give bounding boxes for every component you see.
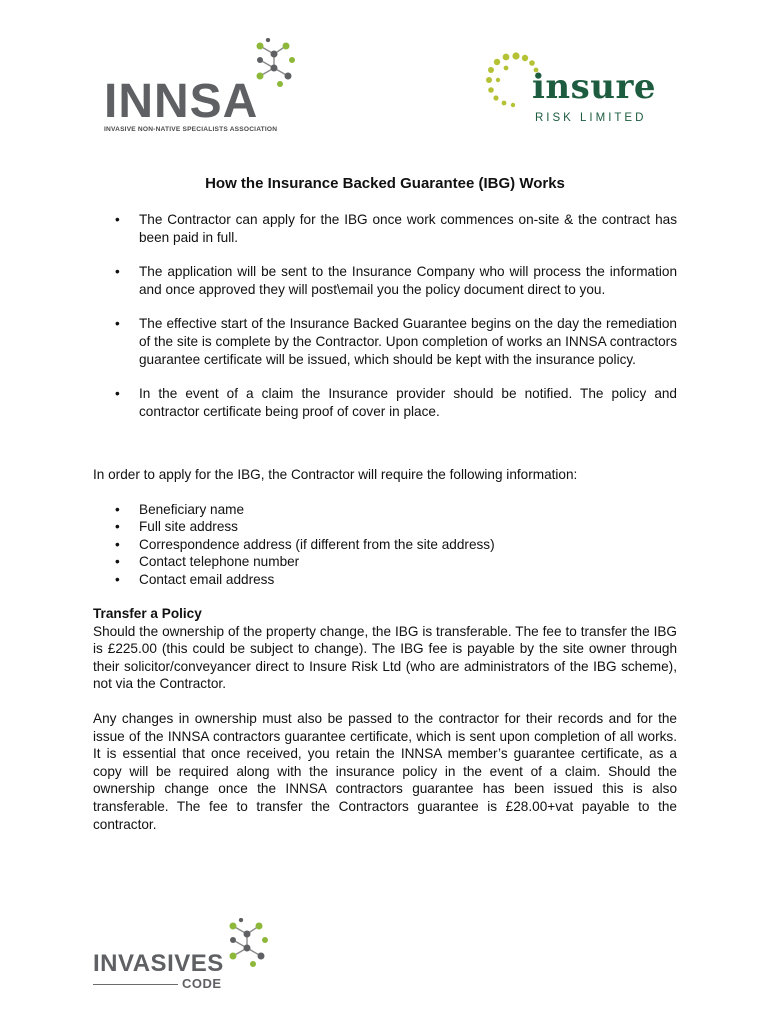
invasives-molecule-icon xyxy=(223,918,273,968)
invasives-code-logo xyxy=(93,918,283,998)
requirements-list xyxy=(93,501,677,589)
insure-logo-subtitle: RISK LIMITED xyxy=(535,112,647,124)
requirements-section xyxy=(93,466,677,589)
ibg-steps-list xyxy=(93,211,677,420)
list-item: • Beneficiary name xyxy=(93,501,677,519)
transfer-paragraph-1: Should the ownership of the property change, the IBG is transferable. The fee to transfer the IBG is £225.00 (this could be subject to change). The IBG fee is payable by the site owner through their solicitor/conveyancer direct to Insure Risk Ltd (who are administrators of the IBG scheme), not via the Contractor. xyxy=(93,623,677,692)
list-item: • The effective start of the Insurance Backed Guarantee begins on the day the remediation of the site is complete by the Contractor. Upon completion of works an INNSA contractors guarantee certificate will be issued, which should be kept with the insurance policy. xyxy=(93,315,677,368)
insure-risk-logo xyxy=(486,50,686,130)
invasives-logo-divider xyxy=(93,984,178,985)
list-item: • In the event of a claim the Insurance provider should be notified. The policy and contractor certificate being proof of cover in place. xyxy=(93,385,677,420)
list-item: • Full site address xyxy=(93,518,677,536)
insure-logo-name: insure xyxy=(532,67,657,107)
innsa-logo-name: INNSA xyxy=(104,75,259,128)
requirements-intro: In order to apply for the IBG, the Contractor will require the following information: xyxy=(93,467,578,482)
transfer-heading: Transfer a Policy xyxy=(93,606,202,621)
page-title: How the Insurance Backed Guarantee (IBG) Works xyxy=(205,175,565,192)
transfer-paragraph-2: Any changes in ownership must also be passed to the contractor for their records and for the issue of the INNSA contractors guarantee certificate, which is sent upon completion of all works. It is essential that once received, you retain the INNSA member’s guarantee certificate, as a copy will be required along with the insurance policy in the event of a claim. Should the ownership change once the INNSA contractors guarantee has been issued this is also transferable. The fee to transfer the Contractors guarantee is £28.00+vat payable to the contractor. xyxy=(93,710,677,832)
invasives-logo-name: INVASIVES xyxy=(93,950,224,977)
innsa-logo-subtitle: INVASIVE NON-NATIVE SPECIALISTS ASSOCIATION xyxy=(104,126,278,133)
innsa-logo xyxy=(100,38,310,138)
list-item: • Correspondence address (if different from the site address) xyxy=(93,536,677,554)
invasives-logo-subtitle: CODE xyxy=(182,976,222,991)
list-item: • Contact telephone number xyxy=(93,553,677,571)
list-item: • Contact email address xyxy=(93,571,677,589)
transfer-section xyxy=(93,605,677,833)
list-item: • The application will be sent to the Insurance Company who will process the information and once approved they will post\email you the policy document direct to you. xyxy=(93,263,677,298)
ibg-steps-section xyxy=(93,211,677,437)
list-item: • The Contractor can apply for the IBG once work commences on-site & the contract has been paid in full. xyxy=(93,211,677,246)
